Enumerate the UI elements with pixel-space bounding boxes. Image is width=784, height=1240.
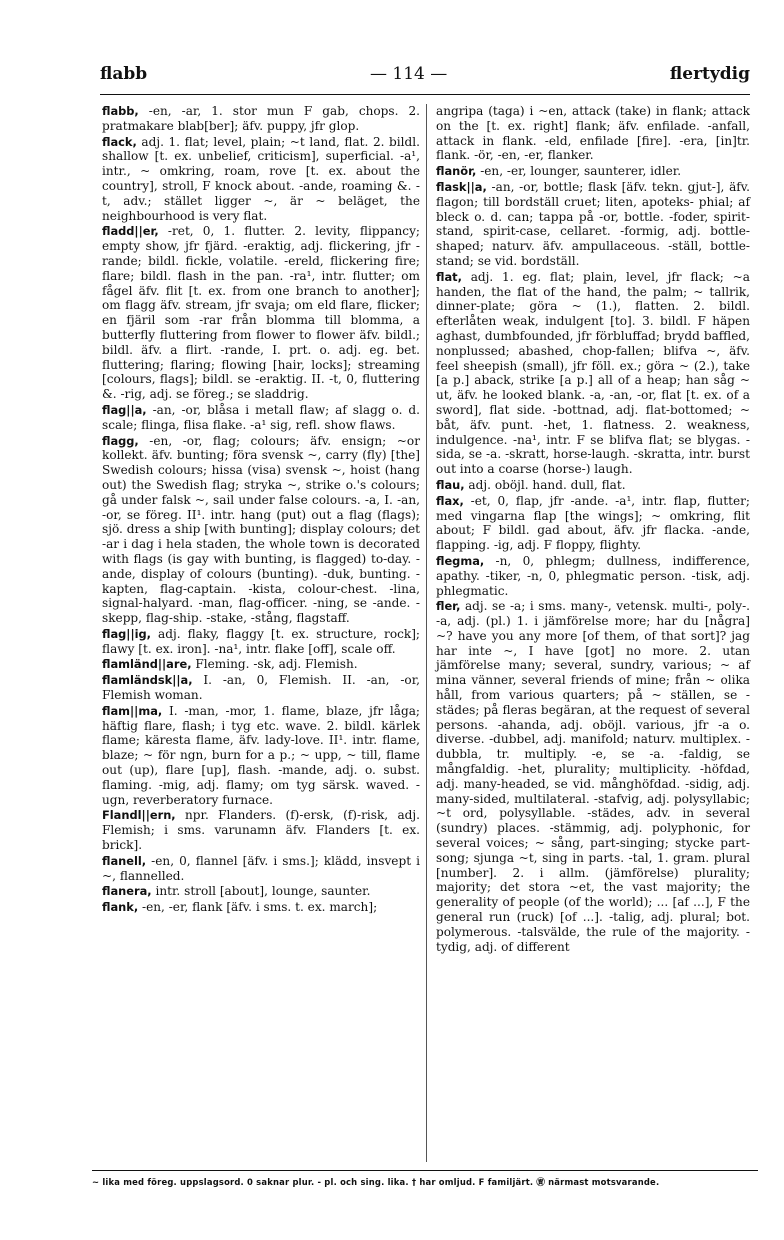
- entry-definition: I. -man, -mor, 1. flame, blaze, jfr låga; häftig flare, flash; i tyg etc. wave. 2. bildl. kärlek flame; käresta flame, äfv. lady-love. II¹. intr. flame, blaze; ~ för ngn, burn for a p.; ~ upp, ~ till, flame out (up), flare [up], flash. -mande, adj. o. subst. flaming. -mig, adj. flamy; om tyg särsk. waved. -ugn, reverberatory furnace.: [102, 703, 420, 807]
- entry-definition: -en, -ar, 1. stor mun F gab, chops. 2. pratmakare blab[ber]; äfv. puppy, jfr glop.: [102, 104, 420, 133]
- dictionary-entry: [102, 704, 420, 808]
- entry-headword: flanera,: [102, 884, 152, 899]
- entry-definition: -en, 0, flannel [äfv. i sms.]; klädd, insvept i ~, flannelled.: [102, 853, 420, 883]
- left-column: [102, 104, 420, 916]
- dictionary-entry: [102, 673, 420, 703]
- entry-headword: flag||ig,: [102, 626, 151, 641]
- right-column: [436, 104, 750, 955]
- entry-definition: -et, 0, flap, jfr -ande. -a¹, intr. flap, flutter; med vingarna flap [the wings]; ~ omkring, flit about; F bildl. gad about, äfv. jfr flacka. -ande, flapping. -ig, adj. F floppy, flighty.: [436, 493, 750, 553]
- dictionary-entry: [436, 554, 750, 598]
- dictionary-entry: [436, 270, 750, 477]
- entry-definition: intr. stroll [about], lounge, saunter.: [151, 884, 371, 899]
- entry-headword: flau,: [436, 477, 465, 492]
- dictionary-entry: [102, 627, 420, 657]
- dictionary-entry: [102, 900, 420, 915]
- footer-rule: [92, 1170, 758, 1171]
- dictionary-entry: [102, 104, 420, 134]
- header-right-guideword: flertydig: [669, 64, 750, 84]
- entry-headword: fler,: [436, 599, 461, 614]
- entry-headword: flam||ma,: [102, 703, 163, 718]
- entry-definition: angripa (taga) i ~en, attack (take) in flank; attack on the [t. ex. right] flank; äfv. enfilade. -anfall, attack in flank. -eld, enfilade [fire]. -era, [in]tr. flank. -ör, -en, -er, flanker.: [436, 104, 750, 163]
- entry-headword: flamländsk||a,: [102, 673, 193, 688]
- dictionary-entry: [102, 434, 420, 626]
- entry-definition: adj. 1. flat; level, plain; ~t land, flat. 2. bildl. shallow [t. ex. unbelief, criticism], superficial. -a¹, intr., ~ omkring, roam, rove [t. ex. about the country], stroll, F knock about. -ande, roaming &. -t, adv.; stället ligger ~, är ~ beläget, the neighbourhood is very flat.: [102, 134, 420, 223]
- dictionary-entry: [436, 180, 750, 269]
- entry-definition: Fleming. -sk, adj. Flemish.: [191, 657, 358, 672]
- entry-headword: flask||a,: [436, 179, 487, 194]
- page-number: — 114 —: [370, 64, 448, 84]
- entry-headword: flabb,: [102, 104, 139, 118]
- entry-definition: -en, -or, flag; colours; äfv. ensign; ~or kollekt. äfv. bunting; föra svensk ~, carry (fly) [the] Swedish colours; hissa (visa) svensk ~, hoist (hang out) the Swedish flag; stryka ~, strike o.'s colours; gå under falsk ~, sail under false colours. -a, I. -an, -or, se föreg. II¹. intr. hang (put) out a flag (flags); sjö. dress a ship [with bunting]; display colours; det -ar i dag i hela staden, the whole town is decorated with flags (is gay with bunting, is flagged) to-day. -ande, display of colours (bunting). -duk, bunting. -kapten, flag-captain. -kista, colour-chest. -lina, signal-halyard. -man, flag-officer. -ning, se -ande. -skepp, flag-ship. -stake, -stång, flagstaff.: [102, 433, 420, 626]
- dictionary-entry: [436, 478, 750, 493]
- dictionary-entry: [436, 104, 750, 163]
- dictionary-entry: [102, 657, 420, 672]
- dictionary-entry: [102, 135, 420, 224]
- entry-definition: -an, -or, bottle; flask [äfv. tekn. gjut-], äfv. flagon; till bordställ cruet; liten, apoteks- phial; af bleck o. d. can; tappa på -or, bottle. -foder, spirit-stand, spirit-case, cellaret. -formig, adj. bottle-shaped; naturv. äfv. ampullaceous. -ställ, bottle-stand; se vid. bordställ.: [436, 179, 750, 268]
- entry-definition: -ret, 0, 1. flutter. 2. levity, flippancy; empty show, jfr fjärd. -eraktig, adj. flickering, jfr -rande; bildl. fickle, volatile. -ereld, flickering fire; flare; bildl. flash in the pan. -ra¹, intr. flutter; om fågel äfv. flit [t. ex. from one branch to another]; om flagg äfv. stream, jfr svaja; om eld flare, flicker; en fjäril som -rar från blomma till blomma, a butterfly fluttering from flower to flower äfv. bildl.; bildl. äfv. a flirt. -rande, I. prt. o. adj. eg. bet. fluttering; flaring; flowing [hair, locks]; streaming [colours, flags]; bildl. se -eraktig. II. -t, 0, fluttering &. -rig, adj. se föreg.; se sladdrig.: [102, 224, 420, 402]
- entry-headword: flat,: [436, 269, 462, 284]
- entry-headword: flax,: [436, 493, 464, 508]
- entry-headword: flagg,: [102, 433, 139, 448]
- dictionary-entry: [436, 494, 750, 553]
- entry-headword: flank,: [102, 900, 139, 915]
- dictionary-entry: [102, 808, 420, 852]
- entry-headword: flanör,: [436, 164, 477, 179]
- entry-definition: I. -an, 0, Flemish. II. -an, -or, Flemish woman.: [102, 673, 420, 703]
- entry-definition: adj. flaky, flaggy [t. ex. structure, rock]; flawy [t. ex. iron]. -na¹, intr. flake [off], scale off.: [102, 626, 420, 656]
- entry-headword: flamländ||are,: [102, 657, 192, 672]
- entry-definition: adj. 1. eg. flat; plain, level, jfr flack; ~a handen, the flat of the hand, the palm; ~ tallrik, dinner-plate; göra ~ (1.), flatten. 2. bildl. efterlåten weak, indulgent [to]. 3. bildl. F häpen aghast, dumbfounded, jfr förbluffad; brydd baffled, nonplussed; abashed, chop-fallen; blifva ~, äfv. feel sheepish (small), jfr föll. ex.; göra ~ (2.), take [a p.] aback, strike [a p.] all of a heap; han såg ~ ut, äfv. he looked blank. -a, -an, -or, flat [t. ex. of a sword], flat side. -bottnad, adj. flat-bottomed; ~ båt, äfv. punt. -het, 1. flatness. 2. weakness, indulgence. -na¹, intr. F se blifva flat; se blygas. -sida, se -a. -skratt, horse-laugh. -skratta, intr. burst out into a coarse (horse-) laugh.: [436, 269, 750, 477]
- footer-legend: ~ lika med föreg. uppslagsord. 0 saknar plur. - pl. och sing. lika. † har omljud. F familjärt. ㊮ närmast motsvarande.: [92, 1177, 660, 1187]
- entry-headword: fladd||er,: [102, 224, 159, 239]
- dictionary-entry: [102, 854, 420, 884]
- entry-definition: -en, -er, flank [äfv. i sms. t. ex. march];: [138, 900, 378, 915]
- entry-headword: flegma,: [436, 553, 485, 568]
- entry-headword: Flandl||ern,: [102, 808, 176, 823]
- entry-definition: -n, 0, phlegm; dullness, indifference, apathy. -tiker, -n, 0, phlegmatic person. -tisk, adj. phlegmatic.: [436, 553, 750, 598]
- header-left-guideword: flabb: [100, 64, 148, 84]
- column-divider: [426, 104, 427, 1162]
- header-rule: [100, 94, 750, 95]
- dictionary-entry: [436, 164, 750, 179]
- entry-definition: npr. Flanders. (f)-ersk, (f)-risk, adj. Flemish; i sms. varunamn äfv. Flanders [t. ex. brick].: [102, 808, 420, 853]
- entry-headword: flanell,: [102, 853, 147, 868]
- dictionary-entry: [102, 403, 420, 433]
- entry-definition: adj. oböjl. hand. dull, flat.: [464, 477, 626, 492]
- entry-headword: flag||a,: [102, 402, 147, 417]
- entry-headword: flack,: [102, 134, 137, 149]
- entry-definition: adj. se -a; i sms. many-, vetensk. multi-, poly-. -a, adj. (pl.) 1. i jämförelse more; har du [några] ~? have you any more [of them, of that sort]? jag har inte ~, I have [got] no more. 2. utan jämförelse many; several, sundry, various; ~ af mina vänner, several friends of mine; från ~ olika håll, from various quarters; på ~ ställen, se -städes; på fleras begäran, at the request of several persons. -ahanda, adj. oböjl. various, jfr -a o. diverse. -dubbel, adj. manifold; naturv. multiplex. -dubbla, tr. multiply. -e, se -a. -faldig, se mångfaldig. -het, plurality; multiplicity. -höfdad, adj. many-headed, se vid. månghöfdad. -sidig, adj. many-sided, multilateral. -stafvig, adj. polysyllabic; ~t ord, polysyllable. -städes, adv. in several (sundry) places. -stämmig, adj. polyphonic, for several voices; ~ sång, part-singing; stycke part-song; sjunga ~t, sing in parts. -tal, 1. gram. plural [number]. 2. i allm. (jämförelse) plurality; majority; det stora ~et, the vast majority; the generality of people (of the world); ... [af ...], F the general run (ruck) [of ...]. -talig, adj. plural; bot. polymerous. -talsvälde, the rule of the majority. -tydig, adj. of different: [436, 599, 750, 954]
- dictionary-entry: [102, 884, 420, 899]
- page-header: [100, 64, 750, 90]
- entry-definition: -an, -or, blåsa i metall flaw; af slagg o. d. scale; flinga, flisa flake. -a¹ sig, refl. show flaws.: [102, 402, 420, 432]
- dictionary-entry: [436, 599, 750, 954]
- entry-definition: -en, -er, lounger, saunterer, idler.: [476, 164, 682, 179]
- dictionary-entry: [102, 224, 420, 402]
